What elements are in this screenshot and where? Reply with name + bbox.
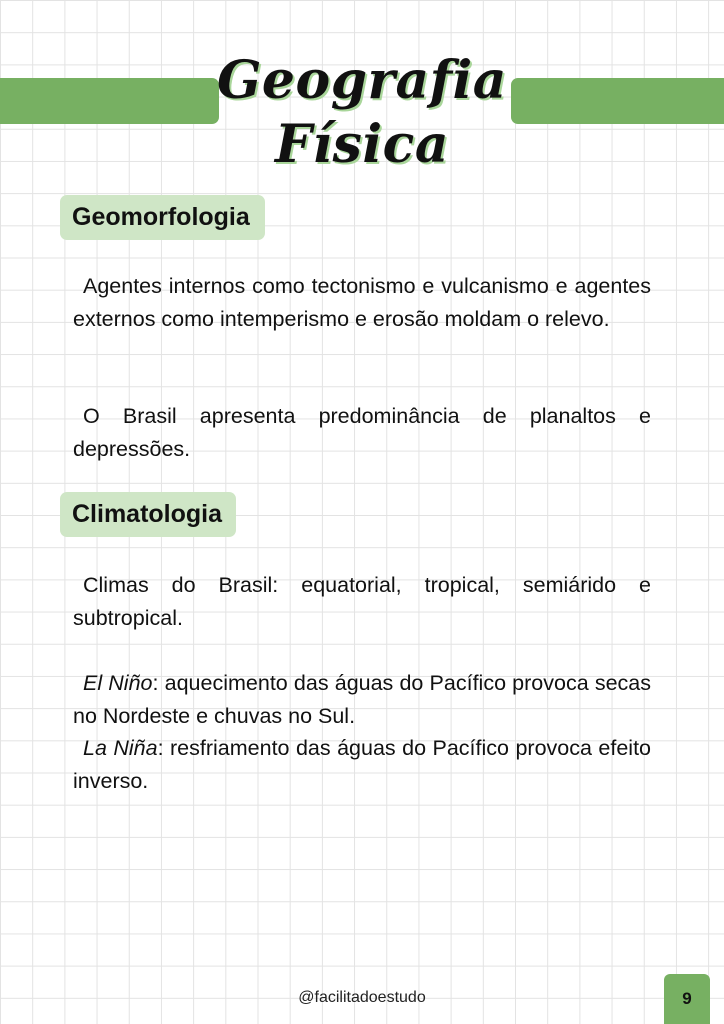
- definition-text-la-nina: : resfriamento das águas do Pacífico provoca efeito inverso.: [73, 736, 651, 793]
- footer-handle: @facilitadoestudo: [298, 989, 426, 1006]
- header-bar-left: [0, 78, 219, 124]
- page-title-line-1: Geografia: [217, 50, 507, 111]
- paragraph-agentes-text: Agentes internos como tectonismo e vulcanismo e agentes externos como intemperismo e erosão moldam o relevo.: [73, 274, 651, 331]
- paragraph-agentes: [73, 270, 651, 335]
- paragraph-climas: [73, 569, 651, 634]
- definition-la-nina: [73, 732, 651, 797]
- paragraph-brasil-relevo: [73, 400, 651, 465]
- header-bar-right: [511, 78, 724, 124]
- paragraph-brasil-relevo-text: O Brasil apresenta predominância de planaltos e depressões.: [73, 404, 651, 461]
- page-title-line-2: Física: [274, 114, 450, 175]
- definition-term-el-nino: El Niño: [83, 671, 153, 695]
- section-heading-climatologia: Climatologia: [60, 492, 236, 537]
- paragraph-climas-text: Climas do Brasil: equatorial, tropical, semiárido e subtropical.: [73, 573, 651, 630]
- page-number-badge: 9: [664, 974, 710, 1024]
- definition-el-nino: [73, 667, 651, 732]
- section-heading-geomorfologia: Geomorfologia: [60, 195, 265, 240]
- definition-term-la-nina: La Niña: [83, 736, 158, 760]
- definition-text-el-nino: : aquecimento das águas do Pacífico provoca secas no Nordeste e chuvas no Sul.: [73, 671, 651, 728]
